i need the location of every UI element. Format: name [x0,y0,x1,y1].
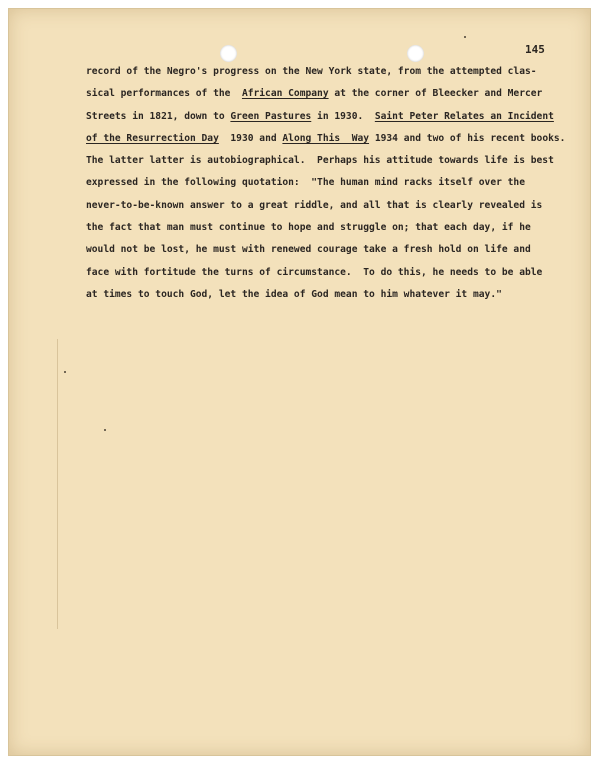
text-line [86,177,556,199]
text-run: 1930 and [218,132,283,144]
text-run: would not be lost, he must with renewed courage take a fresh hold on life and [86,244,531,256]
text-line [86,66,556,88]
text-line [86,244,556,266]
text-run: in 1930. [311,110,375,122]
punch-hole-right [407,45,424,62]
underlined-title: of the Resurrection Day [86,132,219,144]
ink-speck [104,429,106,431]
text-line [86,200,556,222]
text-line [86,88,556,110]
text-run: at times to touch God, let the idea of God mean to him whatever it may." [86,288,502,300]
text-run: 1934 and two of his recent books. [369,132,566,144]
text-run: face with fortitude the turns of circumstance. To do this, he needs to be able [86,266,543,278]
ink-speck [64,371,66,373]
underlined-title: Along This Way [282,132,370,144]
underlined-title: African Company [241,88,329,100]
text-line [86,289,556,311]
text-run: sical performances of the [86,88,242,100]
text-line [86,155,556,177]
text-run: record of the Negro's progress on the New York state, from the attempted clas- [86,66,537,77]
typed-paragraph [86,66,566,311]
text-line [86,267,556,289]
document-page [8,8,591,756]
page-number: 145 [525,43,545,56]
text-run: never-to-be-known answer to a great riddle, and all that is clearly revealed is [86,199,543,211]
underlined-title: Saint Peter Relates an Incident [374,110,554,122]
ink-speck [464,36,466,38]
text-run: the fact that man must continue to hope and struggle on; that each day, if he [86,222,531,234]
text-run: expressed in the following quotation: "The human mind racks itself over the [86,177,525,189]
underlined-title: Green Pastures [230,110,312,122]
text-line [86,222,556,244]
text-run: The latter latter is autobiographical. Perhaps his attitude towards life is best [86,155,554,167]
text-line [86,132,566,155]
text-line [86,111,556,133]
paper-crease [57,339,58,629]
text-run: Streets in 1821, down to [86,110,231,122]
punch-hole-left [220,45,237,62]
text-run: at the corner of Bleecker and Mercer [328,88,543,100]
